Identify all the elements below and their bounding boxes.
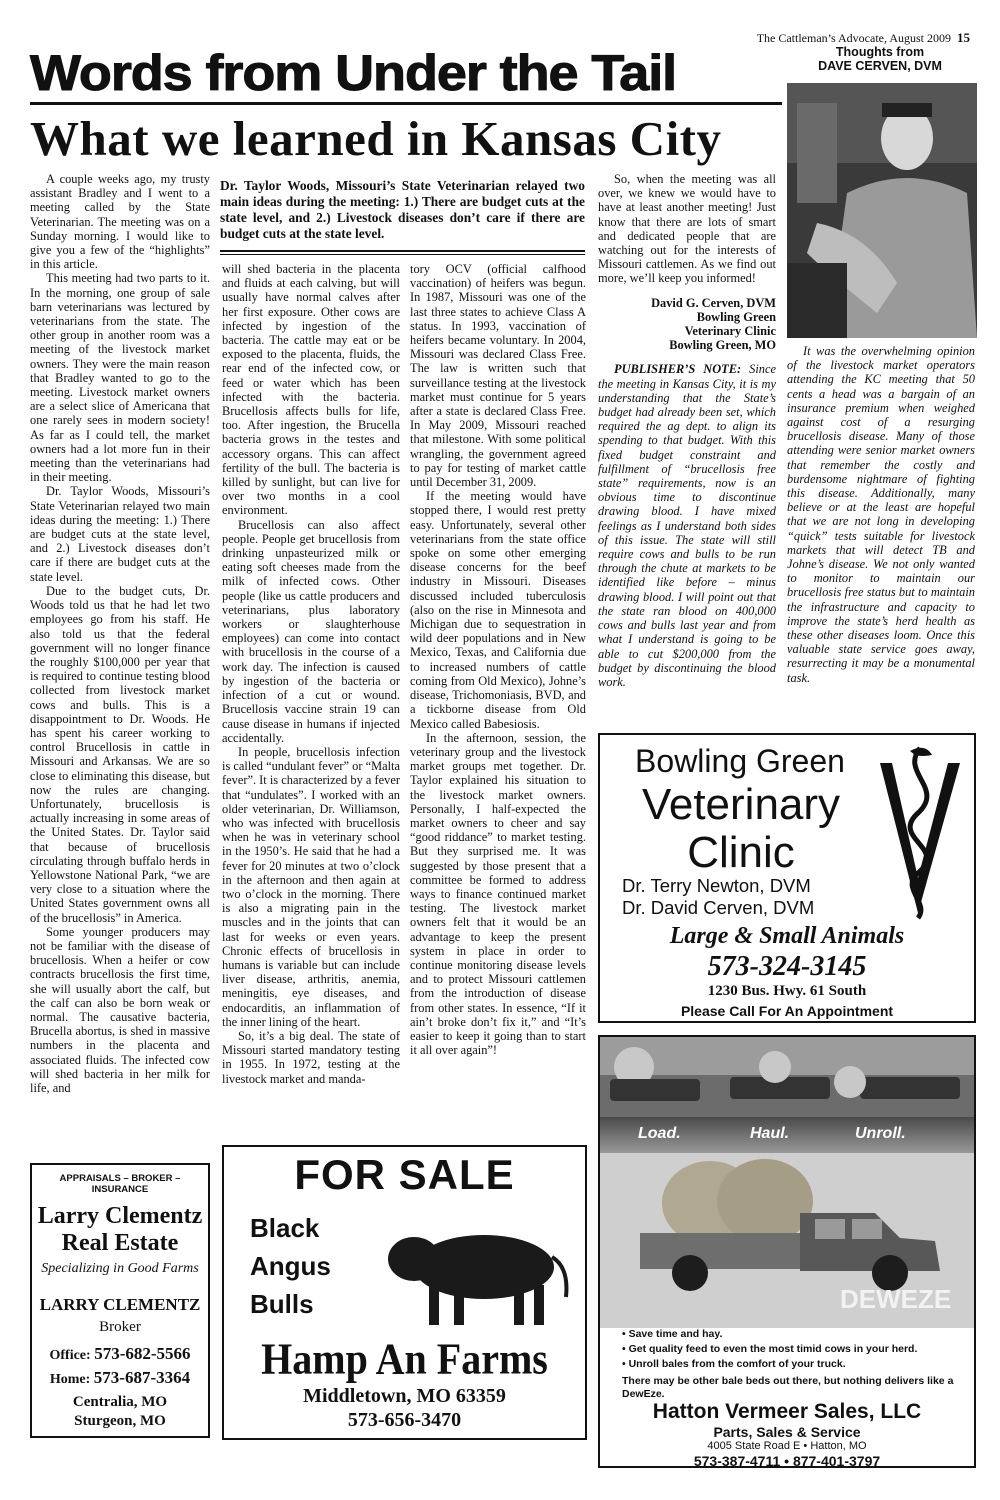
column-title: Words from Under the Tail <box>30 45 677 101</box>
paragraph: tory OCV (official calfhood vaccination) of heifers was begun. In 1987, Missouri was one of the last three states to achieve Class A status. In 1993, vaccination of heifers became voluntary. In 2004, Missouri was declared Class Free. The law is written such that surveillance testing at the livestock market must continue for 5 years after a state is declared Class Free. In May 2009, Missouri reached that milestone. With some political wrangling, the government agreed to pay for testing of market cattle until December 31, 2009. <box>410 262 586 490</box>
article-column-5 <box>787 344 975 734</box>
home-phone-line <box>32 1368 208 1388</box>
ad-deweze-bale-bed <box>598 1035 976 1468</box>
veterinary-caduceus-icon <box>870 743 970 923</box>
dealer-address: 4005 State Road E • Hatton, MO <box>707 1440 867 1452</box>
truck-photo <box>600 1153 974 1328</box>
agency-name-line1: Larry Clementz <box>37 1203 203 1229</box>
home-label: Home: <box>49 1372 91 1387</box>
publication-date: The Cattleman’s Advocate, August 2009 <box>756 31 951 45</box>
clinic-phone: 573-324-3145 <box>707 951 867 982</box>
paragraph: will shed bacteria in the placenta and fluids at each calving, but will usually have normal calves after her first exposure. Other cows are infected by ingestion of the bacteria. The cattle may eat or be exposed to the placenta, fluids, the rear end of the infected cow, or feed or water which has been infected with the bacteria. Brucellosis affects bulls for life, too. After ingestion, the Brucella bacteria grows in the testes and accessory organs. This can affect fertility of the bull. The bacteria is killed by sunlight, but can live for over two months in a cool environment. <box>222 262 400 518</box>
clinic-address: 1230 Bus. Hwy. 61 South <box>707 983 867 999</box>
office-label: Office: <box>49 1348 91 1363</box>
breed-line1: Black <box>250 1213 320 1243</box>
farm-phone: 573-656-3470 <box>347 1409 462 1431</box>
office-phone-line <box>32 1344 208 1364</box>
paragraph: In the afternoon, session, the veterinary group and the livestock market groups met together. Dr. Taylor explained his situation to the livestock market owners. Personally, I half-expected the market owners to cheer and say “good riddance” to market testing. But they surprised me. It was suggested by those present that a committee be formed to address ways to finance continued market testing. The livestock market owners felt that it would be an advantage to keep the present system in place in order to continue monitoring disease levels and to protect Missouri cattlemen from the introduction of disease from other states. In essence, “If it ain’t broke don’t fix it,” and “It’s easier to keep it going than to start it all over again”! <box>410 730 586 1058</box>
signature-line: Veterinary Clinic <box>684 324 776 339</box>
clinic-name-veterinary: Veterinary <box>641 780 841 829</box>
bull-photo <box>374 1207 579 1332</box>
signature-line: Bowling Green <box>696 309 776 324</box>
breed-line2: Angus <box>250 1251 331 1281</box>
doctor-list <box>622 875 862 919</box>
pullquote: Dr. Taylor Woods, Missouri’s State Veterinarian relayed two main ideas during the meeting: 1.) There are budget cuts at the state level, and 2.) Livestock diseases don’t care if there are budget cuts at the state level. <box>220 178 585 241</box>
feature-item: • Get quality feed to even the most timid cows in your herd. <box>622 1343 918 1355</box>
feature-item: • Save time and hay. <box>622 1328 723 1340</box>
ad-real-estate <box>30 1163 210 1438</box>
location-1: Centralia, MO <box>72 1394 168 1410</box>
article-column-1 <box>30 172 210 1157</box>
clinic-name-line2 <box>610 781 872 877</box>
article-column-4 <box>598 172 776 727</box>
dealer-subtitle: Parts, Sales & Service <box>713 1424 861 1440</box>
service-tag: APPRAISALS – BROKER – INSURANCE <box>59 1173 181 1195</box>
step-unroll: Unroll. <box>855 1125 906 1142</box>
breed-line3: Bulls <box>250 1289 314 1319</box>
paragraph: In people, brucellosis infection is called “undulant fever” or “Malta fever”. It is characterized by a fever that “undulates”. I worked with an older veterinarian, Dr. Williamson, who was infected with brucellosis when he was in veterinary school in the 1950’s. He said that he had a fever for 20 minutes at two o’clock in the afternoon and then again at two o’clock in the morning. There is also a migrating pain in the muscles and in the joints that can last for weeks or even years. Chronic effects of brucellosis in humans is variable but can include liver disease, arthritis, anemia, meningitis, eye diseases, and endocarditis, an inflammation of the inner lining of the heart. <box>222 744 400 1029</box>
pullquote-rule <box>220 254 585 255</box>
paragraph: Brucellosis can also affect people. People get brucellosis from drinking unpasteurized milk or eating soft cheeses made from the milk of infected cows. Other people (like us cattle producers and veterinarians, plus laboratory workers or slaughterhouse employees) can come into contact with brucellosis in the course of a work day. The infection is caused by ingestion of the bacteria or infection of a cut or wound. Brucellosis vaccine strain 19 can cause disease in humans if injected accidentally. <box>222 517 400 745</box>
article-column-3 <box>410 262 586 1142</box>
paragraph: So, when the meeting was all over, we knew we would have to have at least another meeting! Just know that there are lots of smart and dedicated people that are watching out for the interests of Missouri cattlemen. As we find out more, we’ll keep you informed! <box>598 172 776 286</box>
agency-specialty: Specializing in Good Farms <box>41 1261 199 1276</box>
paragraph: A couple weeks ago, my trusty assistant Bradley and I went to a meeting called by the State Veterinarian. The meeting was on a Sunday morning. I would like to give you a few of the “highlights” in this article. <box>30 172 210 272</box>
signature-line: David G. Cerven, DVM <box>651 295 776 310</box>
doctor-2: Dr. David Cerven, DVM <box>622 897 815 918</box>
paragraph: Due to the budget cuts, Dr. Woods told us that he had let two employees go from his staff. He also told us that the federal government will no longer finance the roughly $100,000 per year that is required to continue testing blood collected from livestock market cows and bulls. This is a disappointment to Dr. Woods. He has spent his career working to control Brucellosis in cattle in Missouri and Arkansas. We are so close to eliminating this disease, but now the rules are changing. Unfortunately, brucellosis is actually increasing in some areas of the United States. Dr. Taylor said that because of brucellosis circulating through buffalo herds in Yellowstone National Park, “we are very close to a situation where the United States government owns all of the brucellosis” in America. <box>30 583 210 925</box>
publisher-note-continued: It was the overwhelming opinion of the livestock market operators attending the KC meeting that 50 cents a head was a bargain of an insurance premium when weighed against cost of a resurging brucellosis disease. Many of those attending were senior market owners that remember the costly and burdensome nightmare of fighting this disease. Additionally, many believe or at the least are hopeful that we are not long in developing “quick” tests suitable for livestock markets that will detect TB and Johne’s disease. We not only wanted to monitor to maintain our brucellosis free status but to maintain the infrastructure and capacity to improve the state’s herd health as these other diseases loom. Once this valuable state service goes away, resurrecting it may be a monumental task. <box>787 344 975 685</box>
farm-city: Middletown, MO 63359 <box>303 1385 506 1407</box>
article-column-2 <box>222 262 400 1142</box>
paragraph: This meeting had two parts to it. In the morning, one group of sale barn veterinarians was lectured by veterinarians from the state. The other group in another room was a meeting of the livestock market owners. They were the main reason that Bradley wanted to go to the meeting. Livestock market owners are a select slice of Americana that one rarely sees in modern society! As far as I could tell, the market owners had a lot more fun in their meeting than the veterinarians had in their meeting. <box>30 271 210 485</box>
feature-list <box>622 1327 962 1372</box>
signature-block <box>598 296 776 353</box>
publisher-note-label: PUBLISHER’S NOTE: <box>614 362 742 377</box>
publisher-note-text: Since the meeting in Kansas City, it is my understanding that the State’s budget had already been set, which required the ag dept. to align its spending to that budget. With this fixed budget constraint and fulfillment of “brucellosis free state” requirements, now is an obvious time to discontinue drawing blood. I have mixed feelings as I understand both sides of this issue. The state will still require cows and bulls to be run through the chute at markets to be identified like before – minus drawing blood. I will point out that the state ran blood on 400,000 cows and bulls last year and from what I understand is going to be able to cut $200,000 from the budget by discontinuing the blood work. <box>598 362 776 689</box>
farm-name: Hamp An Farms <box>261 1333 548 1384</box>
byline-line2: DAVE CERVEN, DVM <box>818 59 942 73</box>
clinic-name-line1: Bowling Green <box>635 743 845 779</box>
clinic-name-clinic: Clinic <box>687 828 795 877</box>
doctor-1: Dr. Terry Newton, DVM <box>622 875 811 896</box>
home-phone: 573-687-3364 <box>93 1368 191 1387</box>
clinic-appointment-note: Please Call For An Appointment <box>680 1003 894 1019</box>
page-number: 15 <box>957 30 970 45</box>
breed-text <box>250 1209 331 1323</box>
paragraph: So, it’s a big deal. The state of Missouri started mandatory testing in 1955. In 1972, testing at the livestock market and manda- <box>222 1028 400 1086</box>
bale-photo-strip <box>600 1037 974 1117</box>
title-divider <box>30 102 782 105</box>
pullquote-rule <box>220 250 585 252</box>
agency-name <box>32 1203 208 1257</box>
broker-title: Broker <box>99 1319 141 1335</box>
byline-line1: Thoughts from <box>835 45 925 59</box>
feature-item: • Unroll bales from the comfort of your truck. <box>622 1358 846 1370</box>
dealer-name: Hatton Vermeer Sales, LLC <box>652 1400 922 1423</box>
ad-tagline: There may be other bale beds out there, but nothing delivers like a DewEze. <box>622 1375 954 1400</box>
publisher-note <box>598 362 776 689</box>
author-photo <box>787 83 977 338</box>
paragraph: If the meeting would have stopped there, I would rest pretty easy. Unfortunately, several other veterinarians from the state office spoke on some other emerging disease concerns for the beef industry in Missouri. Diseases discussed included tuberculosis (also on the rise in Minnesota and Michigan due to sequestration in wild deer populations and in New Mexico, Texas, and California due to increased numbers of cattle coming from Old Mexico), Johne’s disease, Trichomoniasis, BVD, and a tickborne disease from Old Mexico called Babesiosis. <box>410 489 586 731</box>
brand-logo: DEWEZE <box>840 1284 952 1314</box>
paragraph: Dr. Taylor Woods, Missouri’s State Veterinarian relayed two main ideas during the meeting: 1.) There are budget cuts at the state level, and 2.) Livestock diseases don’t care if there are budget cuts at the state level. <box>30 484 210 584</box>
office-phone: 573-682-5566 <box>94 1344 191 1363</box>
page-header <box>720 30 970 46</box>
ad-hamp-an-farms <box>222 1145 587 1440</box>
ad-veterinary-clinic <box>598 733 976 1023</box>
step-load: Load. <box>638 1125 681 1142</box>
step-haul: Haul. <box>750 1125 790 1142</box>
clinic-services: Large & Small Animals <box>669 923 905 949</box>
paragraph: Some younger producers may not be familiar with the disease of brucellosis. When a heifer or cow contracts brucellosis the first time, she will usually abort the calf, but the calf can also be born weak or normal. The causative bacteria, Brucella abortus, is shed in massive numbers in the placenta and associated fluids. The infected cow will shed bacteria in her milk for life, and <box>30 924 210 1095</box>
broker-name: LARRY CLEMENTZ <box>39 1295 201 1314</box>
agency-name-line2: Real Estate <box>61 1230 179 1256</box>
process-steps <box>600 1117 974 1153</box>
for-sale-heading: FOR SALE <box>294 1151 515 1198</box>
dealer-phones: 573-387-4711 • 877-401-3797 <box>693 1453 881 1468</box>
location-2: Sturgeon, MO <box>74 1413 166 1429</box>
article-headline: What we learned in Kansas City <box>30 111 722 166</box>
signature-line: Bowling Green, MO <box>669 338 776 353</box>
